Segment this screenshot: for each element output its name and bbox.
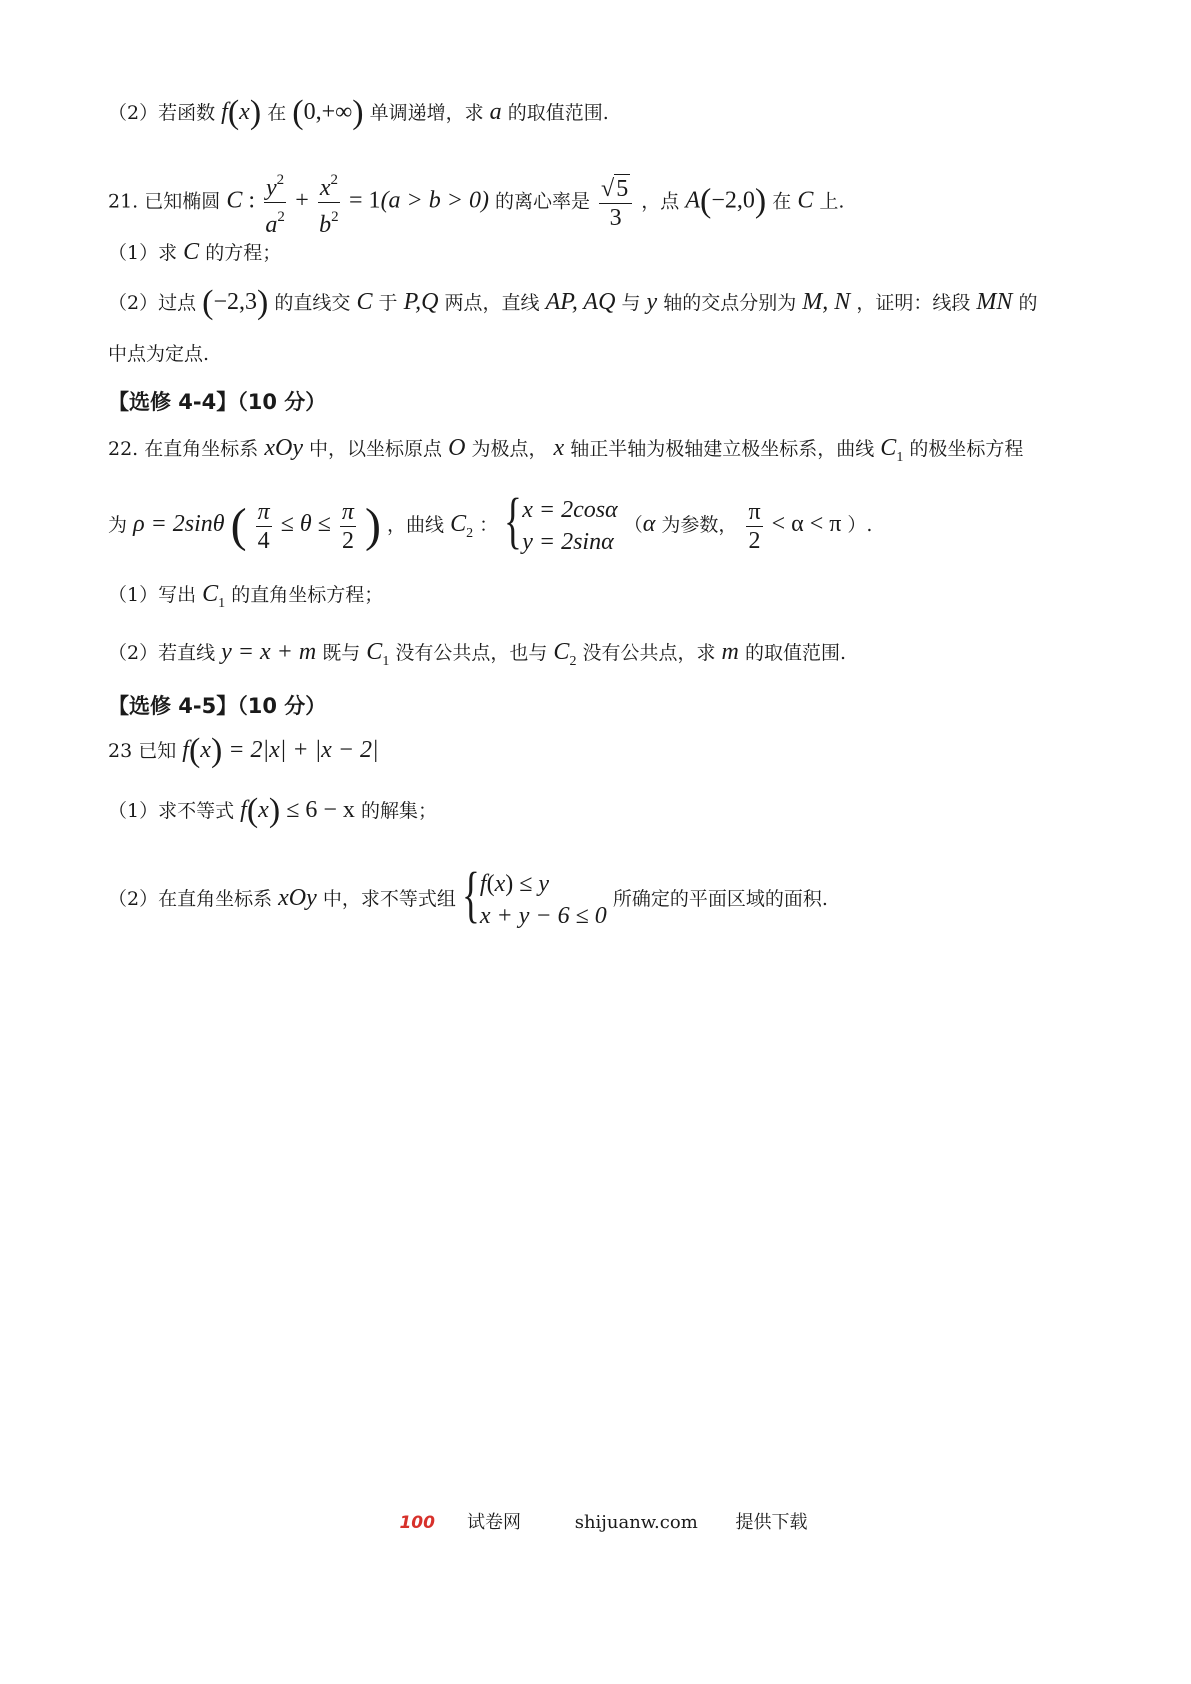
download-text: 提供下载 bbox=[735, 1512, 808, 1533]
problem-22-statement-cont: 为 ρ = 2sinθ ( $\frac{\pi}{4}$ ≤ θ ≤ $\frac{\pi}{2}$ ) ，曲线 $C_2$ ： { x = 2cosα y = 2sinα （α 为参数， $\frac{\pi}{2}$ < α < π ）. bbox=[108, 487, 873, 555]
site-name: 试卷网 bbox=[466, 1512, 521, 1533]
problem-21-part-2-cont: 中点为定点. bbox=[108, 343, 210, 365]
site-url[interactable]: shijuanw.com bbox=[574, 1512, 698, 1533]
section-heading-4-5: 【选修 4-5】（10 分） bbox=[108, 694, 327, 718]
problem-23-part-1: （1）求不等式 f(x) ≤ 6 − x 的解集； bbox=[108, 792, 437, 829]
page-footer bbox=[0, 1508, 1191, 1534]
section-heading-4-4: 【选修 4-4】（10 分） bbox=[108, 390, 327, 414]
site-logo: 100 bbox=[399, 1513, 435, 1533]
problem-23-part-2: （2）在直角坐标系 xOy 中，求不等式组 { f(x) ≤ y x + y − 6 ≤ 0 所确定的平面区域的面积. bbox=[108, 861, 828, 929]
problem-21-statement: 21. 已知椭圆 C : $\frac{y^2}{a^2}$ + $\frac{x^2}{b^2}$ = 1(a > b > 0) 的离心率是 $\frac{√5}{3}$ ，点 A(−2,0) 在 C 上. bbox=[108, 166, 844, 239]
problem-22-statement: 22. 在直角坐标系 xOy 中，以坐标原点 O 为极点， x 轴正半轴为极轴建立极坐标系，曲线 $C_1$ 的极坐标方程 bbox=[108, 435, 1024, 465]
problem-21-part-2: （2）过点 (−2,3) 的直线交 C 于 P,Q 两点，直线 AP, AQ 与 y 轴的交点分别为 M, N ，证明：线段 MN 的 bbox=[108, 284, 1038, 321]
problem-21-part-1: （1）求 C 的方程； bbox=[108, 239, 282, 265]
problem-23-statement: 23 已知 f(x) = 2|x| + |x − 2| bbox=[108, 732, 379, 769]
problem-20-part-2: （2）若函数 f(x) 在 (0,+∞) 单调递增，求 a 的取值范围. bbox=[108, 94, 609, 131]
problem-22-part-1: （1）写出 $C_1$ 的直角坐标方程； bbox=[108, 581, 384, 611]
problem-22-part-2: （2）若直线 y = x + m 既与 $C_1$ 没有公共点，也与 $C_2$ 没有公共点，求 m 的取值范围. bbox=[108, 639, 846, 669]
